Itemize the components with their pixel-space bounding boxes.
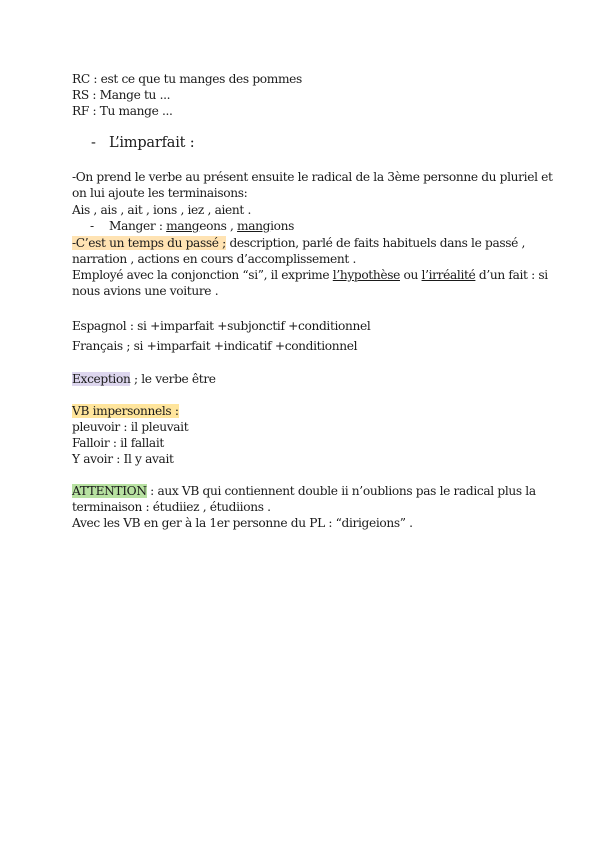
- example-bullet: -: [90, 219, 94, 233]
- example-prefix: Manger :: [109, 219, 167, 233]
- exception-line: [72, 371, 216, 387]
- attention-line: [72, 483, 536, 499]
- attention-line-2: terminaison : étudiiez , étudiions .: [72, 500, 271, 514]
- temps-line: [72, 235, 525, 251]
- attention-highlight: ATTENTION: [72, 484, 147, 498]
- voiture-line: nous avions une voiture .: [72, 284, 219, 298]
- vb-impersonnels-highlight: VB impersonnels :: [72, 404, 179, 418]
- avec-ger-line: Avec les VB en ger à la 1er personne du PL : “dirigeions” .: [72, 516, 413, 530]
- francais-line: Français ; si +imparfait +indicatif +conditionnel: [72, 339, 358, 353]
- employe-part-c: d’un fait : si: [475, 268, 548, 282]
- rf-line: RF : Tu mange ...: [72, 104, 173, 118]
- temps-rest: description, parlé de faits habituels dans le passé ,: [225, 236, 526, 250]
- temps-highlight: -C’est un temps du passé ;: [72, 236, 226, 250]
- employe-part-a: Employé avec la conjonction “si”, il exprime: [72, 268, 333, 282]
- endings-line: Ais , ais , ait , ions , iez , aient .: [72, 203, 251, 217]
- example-word2-rest: ions: [270, 219, 295, 233]
- espagnol-line: Espagnol : si +imparfait +subjonctif +conditionnel: [72, 319, 371, 333]
- example-line: [109, 218, 294, 234]
- irrealite-word: l’irréalité: [421, 268, 476, 282]
- example-word1-stem: mang: [166, 219, 200, 233]
- hypothese-word: l’hypothèse: [332, 268, 400, 282]
- exception-highlight: Exception: [72, 372, 131, 386]
- rule-line-1: -On prend le verbe au présent ensuite le radical de la 3ème personne du pluriel et: [72, 170, 553, 184]
- example-word2-stem: mang: [237, 219, 271, 233]
- falloir-line: Falloir : il fallait: [72, 436, 164, 450]
- employe-part-b: ou: [400, 268, 422, 282]
- avoir-line: Y avoir : Il y avait: [72, 452, 174, 466]
- heading-imparfait: L’imparfait :: [109, 135, 195, 151]
- exception-rest: ; le verbe être: [130, 372, 216, 386]
- rc-line: RC : est ce que tu manges des pommes: [72, 72, 302, 86]
- rule-line-2: on lui ajoute les terminaisons:: [72, 186, 248, 200]
- example-word1-rest: eons ,: [199, 219, 238, 233]
- attention-rest: : aux VB qui contiennent double ii n’oublions pas le radical plus la: [146, 484, 536, 498]
- vb-impersonnels-line: [72, 403, 179, 419]
- pleuvoir-line: pleuvoir : il pleuvait: [72, 420, 189, 434]
- narration-line: narration , actions en cours d’accomplissement .: [72, 252, 357, 266]
- employe-line: [72, 267, 548, 283]
- rs-line: RS : Mange tu ...: [72, 88, 171, 102]
- heading-bullet: -: [91, 135, 96, 151]
